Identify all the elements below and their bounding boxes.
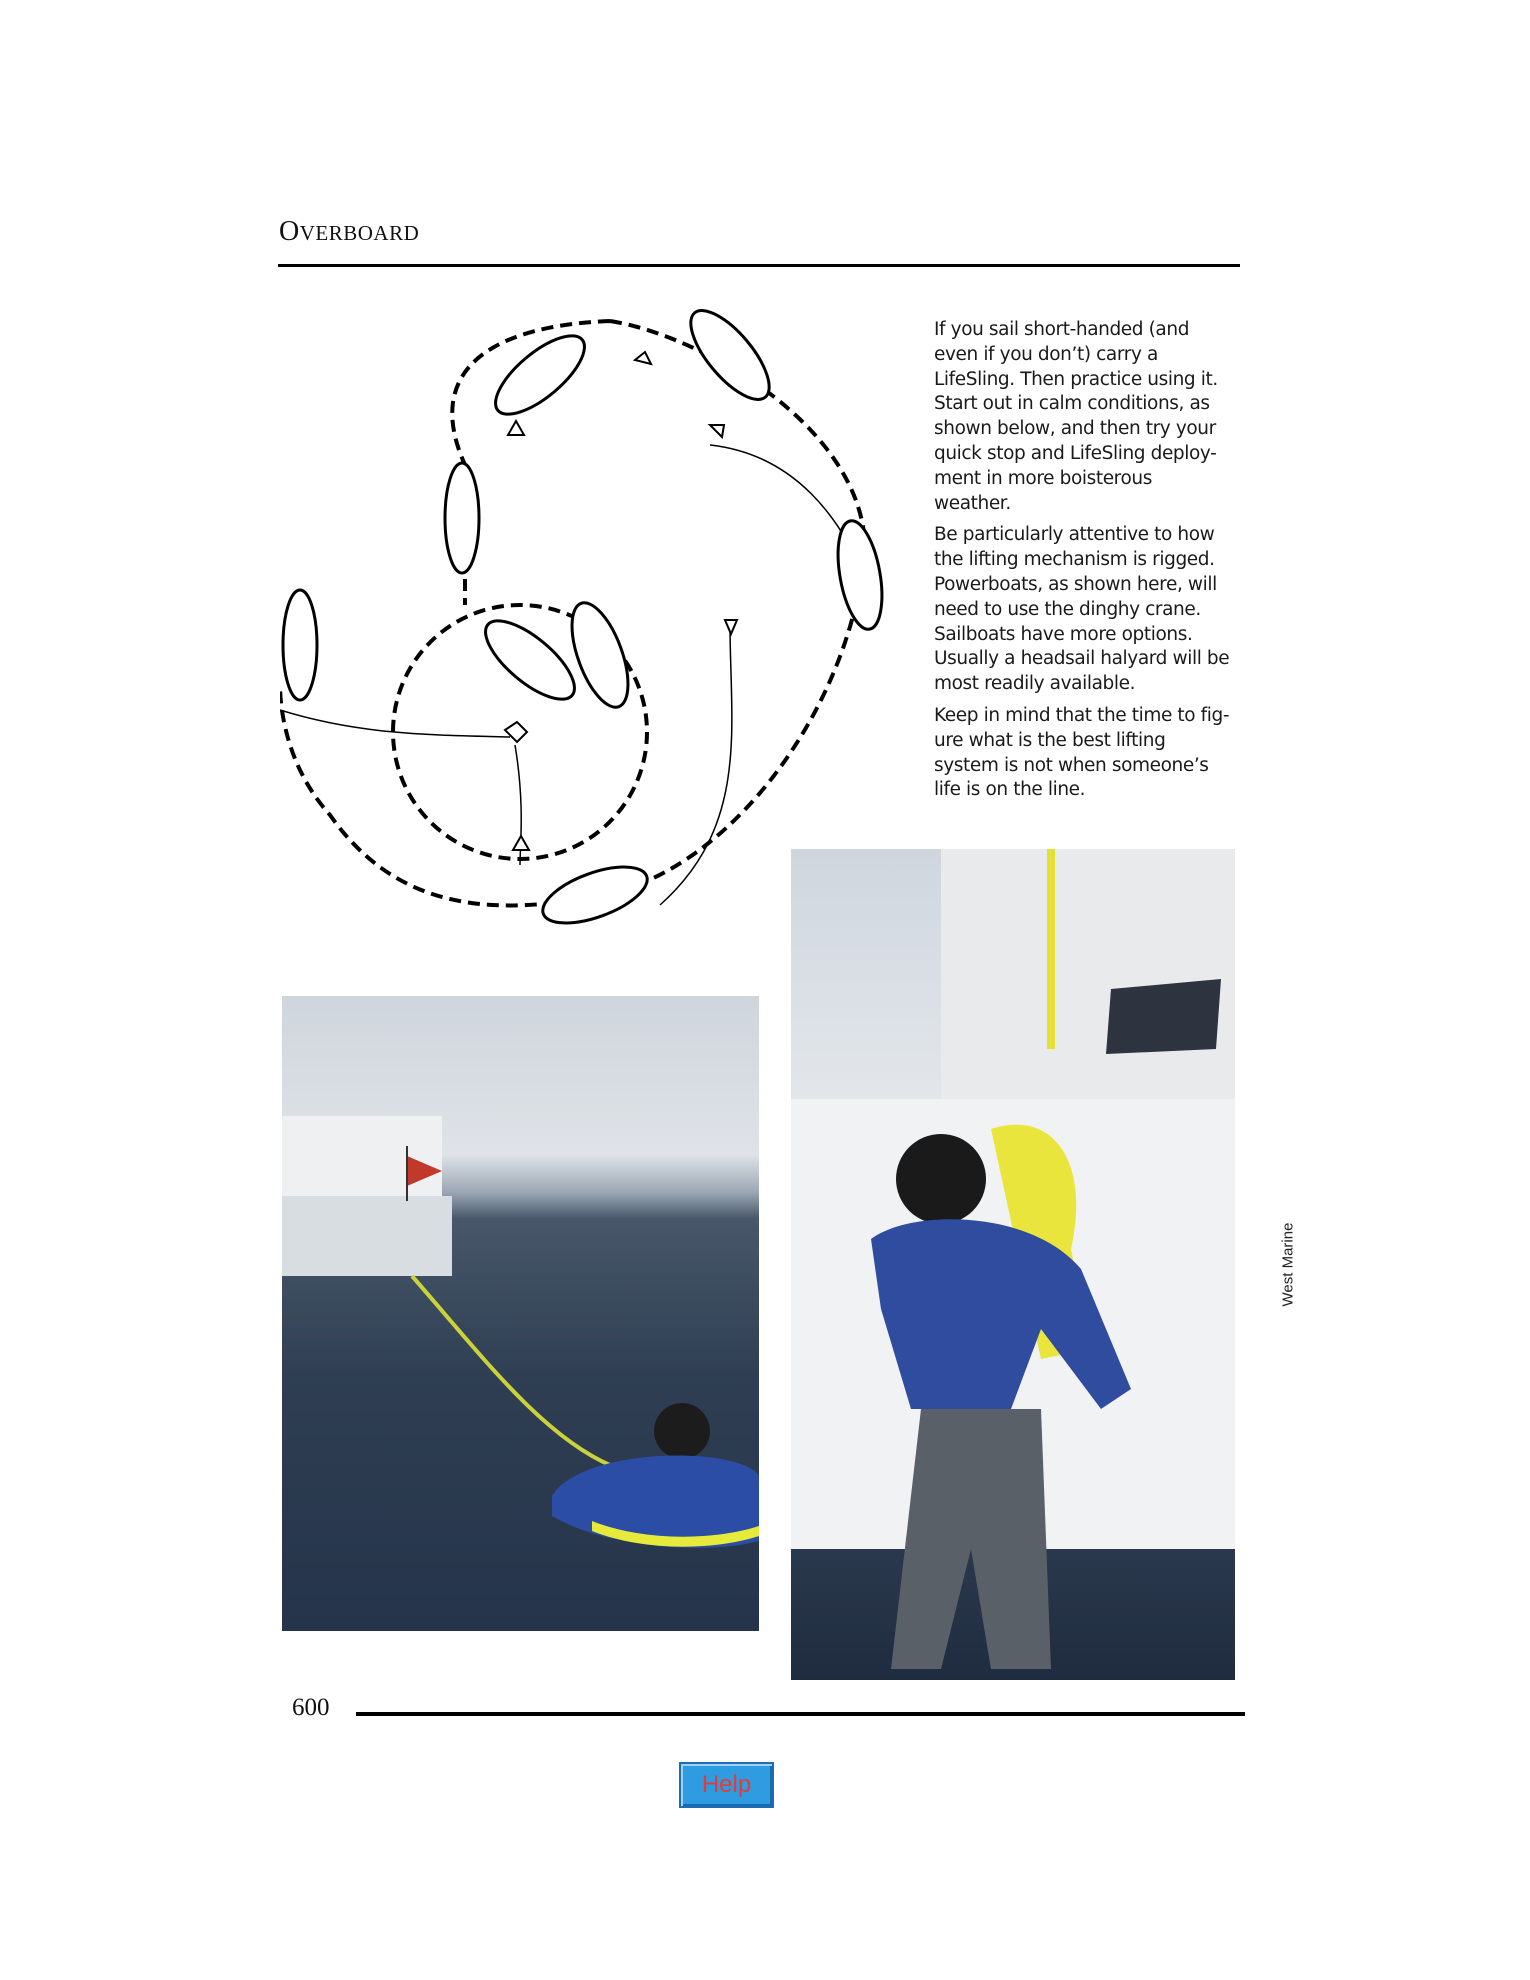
- boat-icon: [536, 856, 654, 935]
- boat-icon: [678, 305, 782, 411]
- photo-swimmer-in-lifesling: [282, 996, 759, 1631]
- section-title-rest: VERBOARD: [299, 221, 420, 245]
- page-number: 600: [292, 1694, 330, 1721]
- paragraph: Be particularly attentive to how the lifting mechanism is rigged. Powerboats, as shown here, will need to use the dinghy crane. Sailboats have more options. Usually a headsail halyard will be most readily available.: [934, 524, 1230, 695]
- boat-icons: [283, 305, 889, 934]
- section-title-initial: O: [279, 216, 300, 247]
- body-text: [934, 318, 1234, 810]
- paragraph: If you sail short-handed (and even if you don’t) carry a LifeSling. Then practice using it. Start out in calm conditions, as shown below, and then try your quick stop and LifeSling deploy-ment in more boisterous weather.: [934, 319, 1218, 514]
- boat-icon: [474, 608, 587, 712]
- photo-person-hoisted-by-crane: [791, 849, 1235, 1680]
- header-rule: [278, 264, 1240, 267]
- footer-rule: [356, 1712, 1245, 1716]
- boat-icon: [445, 463, 479, 573]
- boat-icon: [484, 323, 597, 427]
- help-button[interactable]: Help: [679, 1762, 774, 1808]
- boat-icon: [283, 590, 317, 700]
- paragraph: Keep in mind that the time to fig-ure what is the best lifting system is not when someone’s life is on the line.: [934, 704, 1230, 801]
- photo-credit: West Marine: [1279, 1222, 1297, 1307]
- section-title: [279, 216, 419, 248]
- boat-icon: [831, 517, 889, 632]
